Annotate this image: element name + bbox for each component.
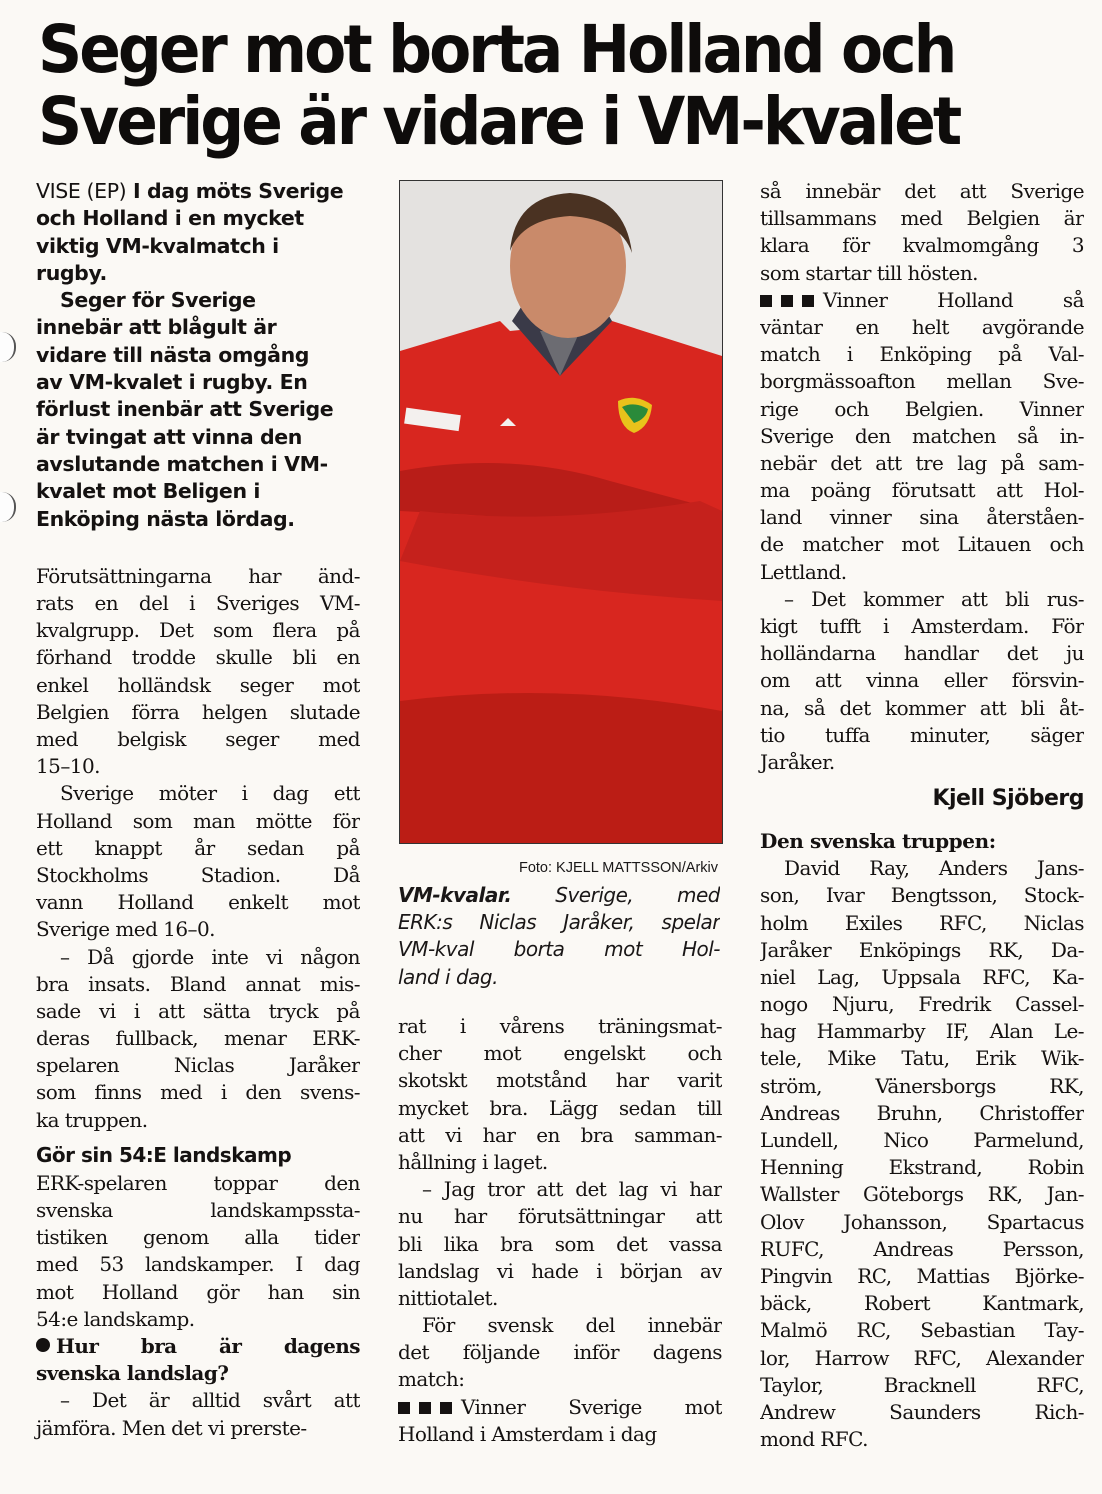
line-text: tele, Mike Tatu, Erik Wik- xyxy=(760,1046,1084,1071)
text-line xyxy=(760,341,1084,368)
line-text: – Då gjorde inte vi någon xyxy=(60,944,360,969)
line-text: Sverige den matchen så in- xyxy=(760,423,1084,448)
line-text: Holland som man mötte för xyxy=(36,808,360,833)
line-text: Sverige möter i dag ett xyxy=(60,781,360,806)
line-text: sade vi i att sätta tryck på xyxy=(36,998,360,1023)
line-text: Jaråker Enköpings RK, Da- xyxy=(760,937,1084,962)
body-paragraph xyxy=(36,944,360,1134)
line-text: vann Holland enkelt mot xyxy=(36,890,360,915)
line-text: så innebär det att Sverige xyxy=(760,179,1084,203)
text-line xyxy=(760,314,1084,341)
line-text: na, så det kommer att bli åt- xyxy=(760,695,1084,720)
line-text: som finns med i den svens- xyxy=(36,1080,360,1105)
text-line xyxy=(760,1073,1084,1100)
text-line xyxy=(36,1079,360,1106)
caption-line: VM-kval borta mot Hol- xyxy=(398,937,720,962)
lead-line: rugby. xyxy=(36,260,107,285)
caption-lead: VM-kvalar. xyxy=(398,883,512,907)
scenario-paragraph xyxy=(398,1394,722,1448)
lead-line: av VM-kvalet i rugby. En xyxy=(36,370,308,395)
player-photo-illustration xyxy=(400,181,722,843)
line-text: tio tuffa minuter, säger xyxy=(760,722,1084,747)
bullet-icon xyxy=(36,1338,50,1352)
line-text: mond RFC. xyxy=(760,1427,868,1452)
text-line xyxy=(760,586,1084,613)
text-line xyxy=(760,1100,1084,1127)
square-bullet-icon xyxy=(781,295,793,307)
text-line xyxy=(398,1013,722,1040)
text-line xyxy=(760,1209,1084,1236)
line-text: Lundell, Nico Parmelund, xyxy=(760,1128,1084,1153)
line-text: Pingvin RC, Mattias Björke- xyxy=(760,1263,1084,1288)
text-line xyxy=(398,1095,722,1122)
lead-paragraph xyxy=(36,178,360,533)
text-line xyxy=(398,1339,722,1366)
line-text: mot Holland gör han sin xyxy=(36,1279,360,1304)
line-text: – Jag tror att det lag vi har xyxy=(422,1177,722,1202)
caption-line: ERK:s Niclas Jaråker, spelar xyxy=(398,910,720,935)
line-text: Sverige med 16–0. xyxy=(36,917,215,942)
text-line xyxy=(760,423,1084,450)
text-line xyxy=(36,590,360,617)
text-line xyxy=(760,531,1084,558)
punch-hole-decoration xyxy=(0,492,16,522)
line-text: Jaråker. xyxy=(760,749,835,774)
line-text: holm Exiles RFC, Niclas xyxy=(760,910,1084,935)
line-text: hag Hammarby IF, Alan Le- xyxy=(760,1019,1084,1044)
text-line xyxy=(760,178,1084,205)
line-text: son, Ivar Bengtsson, Stock- xyxy=(760,883,1084,908)
text-line xyxy=(36,971,360,998)
line-text: – Det är alltid svårt att xyxy=(60,1388,360,1413)
text-line xyxy=(760,287,1084,314)
text-line xyxy=(36,780,360,807)
line-text: det följande inför dagens xyxy=(398,1340,722,1365)
text-line xyxy=(36,916,360,943)
text-line xyxy=(760,749,1084,776)
line-text: landslag vi hade i början av xyxy=(398,1258,722,1283)
text-line xyxy=(36,1197,360,1224)
line-text: match: xyxy=(398,1367,465,1392)
article-column-3 xyxy=(760,178,1084,1453)
text-line xyxy=(760,368,1084,395)
line-text: Olov Johansson, Spartacus xyxy=(760,1209,1084,1234)
squad-heading: Den svenska truppen: xyxy=(760,829,996,854)
line-text: Taylor, Bracknell RFC, xyxy=(760,1372,1084,1397)
line-text: rats en del i Sveriges VM- xyxy=(36,591,360,616)
square-bullet-icon xyxy=(419,1402,431,1414)
dateline: VISE (EP) xyxy=(36,179,127,203)
text-line xyxy=(36,753,360,780)
text-line xyxy=(760,1290,1084,1317)
photo-niclas-jaraker xyxy=(399,180,723,844)
text-line xyxy=(398,1176,722,1203)
line-text: Henning Ekstrand, Robin xyxy=(760,1155,1084,1180)
line-text: att vi har en bra samman- xyxy=(398,1122,722,1147)
text-line xyxy=(398,1366,722,1393)
text-line xyxy=(398,1203,722,1230)
text-line xyxy=(760,1399,1084,1426)
text-line xyxy=(760,1181,1084,1208)
body-paragraph xyxy=(36,1387,360,1441)
line-text: Andrew Saunders Rich- xyxy=(760,1399,1084,1424)
line-text: RUFC, Andreas Persson, xyxy=(760,1236,1084,1261)
line-text: väntar en helt avgörande xyxy=(760,314,1084,339)
lead-line: Seger för Sverige xyxy=(60,288,256,313)
body-paragraph xyxy=(398,1176,722,1312)
line-text: bra insats. Bland annat mis- xyxy=(36,971,360,996)
text-line xyxy=(36,1306,360,1333)
text-line xyxy=(398,1312,722,1339)
text-line xyxy=(36,862,360,889)
line-text: nu har förutsättningar att xyxy=(398,1204,722,1229)
lead-line: vidare till nästa omgång xyxy=(36,342,310,367)
text-line xyxy=(36,699,360,726)
line-text: mycket bra. Lägg sedan till xyxy=(398,1095,722,1120)
scenario-paragraph xyxy=(760,287,1084,586)
text-line xyxy=(760,477,1084,504)
line-text: nogo Njuru, Fredrik Cassel- xyxy=(760,992,1084,1017)
body-paragraph xyxy=(398,1312,722,1394)
text-line xyxy=(36,1052,360,1079)
text-line xyxy=(398,1258,722,1285)
text-line xyxy=(760,1154,1084,1181)
text-line xyxy=(760,450,1084,477)
lead-line: och Holland i en mycket xyxy=(36,206,304,231)
text-line xyxy=(760,1127,1084,1154)
line-text: Malmö RC, Sebastian Tay- xyxy=(760,1318,1084,1343)
line-text: ström, Vänersborgs RK, xyxy=(760,1073,1084,1098)
question-line: Hur bra är dagens xyxy=(56,1333,360,1358)
line-text: Holland i Amsterdam i dag xyxy=(398,1421,657,1446)
body-paragraph xyxy=(760,178,1084,287)
line-text: tistiken genom alla tider xyxy=(36,1225,360,1250)
line-text: klara för kvalmomgång 3 xyxy=(760,233,1084,258)
text-line xyxy=(760,910,1084,937)
line-text: holländarna handlar det ju xyxy=(760,641,1084,666)
text-line xyxy=(398,1040,722,1067)
line-text: bäck, Robert Kantmark, xyxy=(760,1291,1084,1316)
text-line xyxy=(36,1025,360,1052)
line-text: Lettland. xyxy=(760,559,847,584)
headline-line-1: Seger mot borta Holland och xyxy=(38,11,955,88)
text-line xyxy=(36,617,360,644)
line-text: nittiotalet. xyxy=(398,1285,498,1310)
square-bullet-icon xyxy=(802,295,814,307)
text-line xyxy=(760,667,1084,694)
text-line xyxy=(398,1122,722,1149)
line-text: ett knappt år sedan på xyxy=(36,835,360,860)
text-line xyxy=(760,613,1084,640)
square-bullet-icon xyxy=(440,1402,452,1414)
line-text: Vinner Holland så xyxy=(823,287,1084,312)
line-text: Vinner Sverige mot xyxy=(461,1394,722,1419)
caption-line: land i dag. xyxy=(398,964,498,989)
lead-line: I dag möts Sverige xyxy=(133,179,344,203)
byline: Kjell Sjöberg xyxy=(932,786,1084,812)
line-text: Stockholms Stadion. Då xyxy=(36,862,360,887)
text-line xyxy=(760,1372,1084,1399)
lead-line: viktig VM-kvalmatch i xyxy=(36,233,279,258)
body-paragraph xyxy=(36,563,360,781)
line-text: enkel holländsk seger mot xyxy=(36,672,360,697)
line-text: ka truppen. xyxy=(36,1107,148,1132)
text-line xyxy=(760,260,1084,287)
text-line xyxy=(760,1426,1084,1453)
line-text: ERK-spelaren toppar den xyxy=(36,1170,360,1195)
line-text: med belgisk seger med xyxy=(36,726,360,751)
lead-line: förlust inenbär att Sverige xyxy=(36,397,334,422)
text-line xyxy=(398,1285,722,1312)
headline-line-2: Sverige är vidare i VM-kvalet xyxy=(38,83,960,160)
text-line xyxy=(760,205,1084,232)
line-text: med 53 landskamper. I dag xyxy=(36,1252,360,1277)
line-text: lor, Harrow RFC, Alexander xyxy=(760,1345,1084,1370)
lead-line: är tvingat att vinna den xyxy=(36,424,302,449)
text-line xyxy=(760,640,1084,667)
text-line xyxy=(36,835,360,862)
text-line xyxy=(36,944,360,971)
article-column-1 xyxy=(36,178,360,1442)
text-line xyxy=(36,1107,360,1134)
line-text: Andreas Bruhn, Christoffer xyxy=(760,1100,1084,1125)
text-line xyxy=(398,1067,722,1094)
line-text: hållning i laget. xyxy=(398,1149,548,1174)
body-paragraph xyxy=(36,780,360,943)
question-line: svenska landslag? xyxy=(36,1361,229,1386)
line-text: 54:e landskamp. xyxy=(36,1306,195,1331)
text-line xyxy=(760,1263,1084,1290)
line-text: cher mot engelskt och xyxy=(398,1041,722,1066)
line-text: de matcher mot Litauen och xyxy=(760,532,1084,557)
text-line xyxy=(760,1317,1084,1344)
text-line xyxy=(398,1421,722,1448)
lead-line: Enköping nästa lördag. xyxy=(36,506,295,531)
line-text: skotskt motstånd har varit xyxy=(398,1068,722,1093)
subheading: Gör sin 54:E landskamp xyxy=(36,1142,292,1167)
text-line xyxy=(36,998,360,1025)
text-line xyxy=(36,1415,360,1442)
text-line xyxy=(760,991,1084,1018)
interview-question xyxy=(36,1333,360,1387)
text-line xyxy=(760,964,1084,991)
text-line xyxy=(398,1394,722,1421)
body-paragraph xyxy=(760,586,1084,776)
text-line xyxy=(36,726,360,753)
line-text: Wallster Göteborgs RK, Jan- xyxy=(760,1182,1084,1207)
text-line xyxy=(36,1251,360,1278)
line-text: För svensk del innebär xyxy=(422,1313,722,1338)
text-line xyxy=(760,722,1084,749)
text-line xyxy=(36,1279,360,1306)
line-text: rat i vårens träningsmat- xyxy=(398,1014,722,1038)
line-text: David Ray, Anders Jans- xyxy=(784,856,1084,881)
text-line xyxy=(760,937,1084,964)
text-line xyxy=(760,559,1084,586)
line-text: svenska landskampssta- xyxy=(36,1198,360,1223)
text-line xyxy=(36,672,360,699)
body-paragraph xyxy=(398,1013,722,1176)
line-text: om att vinna eller försvin- xyxy=(760,668,1084,693)
lead-line: avslutande matchen i VM- xyxy=(36,451,328,476)
text-line xyxy=(36,1387,360,1414)
line-text: match i Enköping på Val- xyxy=(760,342,1084,367)
line-text: kvalgrupp. Det som flera på xyxy=(36,618,360,643)
text-line xyxy=(760,1345,1084,1372)
line-text: jämföra. Men det vi prerste- xyxy=(36,1415,307,1440)
body-paragraph xyxy=(36,1170,360,1333)
line-text: nebär det att tre lag på sam- xyxy=(760,450,1084,475)
text-line xyxy=(760,882,1084,909)
line-text: land vinner sina återståen- xyxy=(760,505,1084,530)
text-line xyxy=(760,695,1084,722)
line-text: 15–10. xyxy=(36,754,100,779)
text-line xyxy=(760,1236,1084,1263)
line-text: tillsammans med Belgien är xyxy=(760,206,1084,231)
square-bullet-icon xyxy=(760,295,772,307)
line-text: borgmässoafton mellan Sve- xyxy=(760,369,1084,394)
text-line xyxy=(760,855,1084,882)
line-text: förhand trodde skulle bli en xyxy=(36,645,360,670)
text-line xyxy=(398,1149,722,1176)
punch-hole-decoration xyxy=(0,332,16,362)
lead-line: innebär att blågult är xyxy=(36,315,277,340)
line-text: – Det kommer att bli rus- xyxy=(784,586,1084,611)
square-bullet-icon xyxy=(398,1402,410,1414)
squad-list xyxy=(760,855,1084,1453)
line-text: bli lika bra som det vassa xyxy=(398,1231,722,1256)
caption-line: Sverige, med xyxy=(555,883,720,907)
text-line xyxy=(760,396,1084,423)
lead-line: kvalet mot Beligen i xyxy=(36,479,260,504)
text-line xyxy=(760,504,1084,531)
text-line xyxy=(36,808,360,835)
text-line xyxy=(760,1045,1084,1072)
headline xyxy=(38,11,1005,160)
line-text: niel Lag, Uppsala RFC, Ka- xyxy=(760,964,1084,989)
line-text: Förutsättningarna har änd- xyxy=(36,563,360,588)
text-line xyxy=(760,232,1084,259)
line-text: deras fullback, menar ERK- xyxy=(36,1026,360,1051)
line-text: kigt tufft i Amsterdam. För xyxy=(760,614,1084,639)
text-line xyxy=(36,1224,360,1251)
text-line xyxy=(36,1170,360,1197)
line-text: som startar till hösten. xyxy=(760,260,978,285)
text-line xyxy=(398,1231,722,1258)
photo-credit: Foto: KJELL MATTSSON/Arkiv xyxy=(518,860,718,876)
text-line xyxy=(36,644,360,671)
line-text: rige och Belgien. Vinner xyxy=(760,396,1084,421)
article-column-2 xyxy=(398,1013,722,1448)
photo-caption xyxy=(398,882,720,991)
text-line xyxy=(760,1018,1084,1045)
line-text: ma poäng förutsatt att Hol- xyxy=(760,478,1084,503)
text-line xyxy=(36,889,360,916)
line-text: Belgien förra helgen slutade xyxy=(36,699,360,724)
text-line xyxy=(36,563,360,590)
line-text: spelaren Niclas Jaråker xyxy=(36,1053,360,1078)
